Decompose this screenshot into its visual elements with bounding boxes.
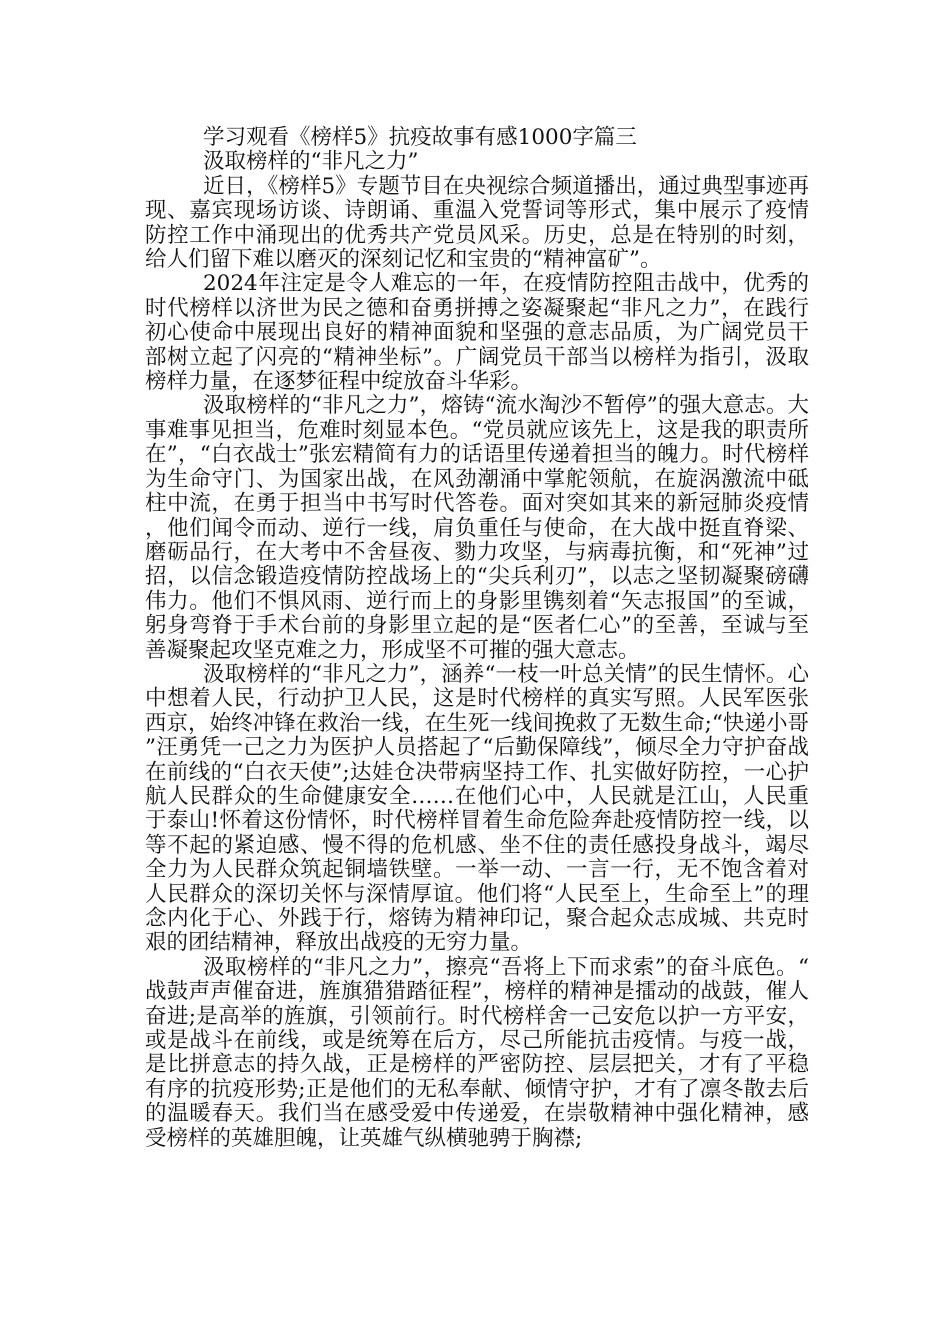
- document-title: 学习观看《榜样5》抗疫故事有感1000字篇三: [203, 125, 637, 150]
- paragraph-struggle: 汲取榜样的“非凡之力”，擦亮“吾将上下而求索”的奋斗底色。“战鼓声声催奋进，旌旗猎猎踏征程”，榜样的精神是擂动的战鼓，催人奋进;是高举的旌旗，引领前行。时代榜样舍一己安危以护一方平安，或是战斗在前线，或是统筹在后方，尽己所能抗击疫情。与疫一战，是比拼意志的持久战，正是榜样的严密防控、层层把关，才有了平稳有序的抗疫形势;正是他们的无私奉献、倾情守护，才有了凛冬散去后的温暖春天。我们当在感受爱中传递爱，在崇敬精神中强化精神，感受榜样的英雄胆魄，让英雄气纵横驰骋于胸襟;: [145, 954, 809, 1151]
- paragraph-2024: 2024年注定是令人难忘的一年，在疫情防控阻击战中，优秀的时代榜样以济世为民之德和奋勇拼搏之姿凝聚起“非凡之力”，在践行初心使命中展现出良好的精神面貌和坚强的意志品质，为广阔党员干部树立起了闪亮的“精神坐标”。广阔党员干部当以榜样为指引，汲取榜样力量，在逐梦征程中绽放奋斗华彩。: [145, 271, 809, 395]
- document-subtitle: 汲取榜样的“非凡之力”: [203, 149, 419, 175]
- paragraph-will: 汲取榜样的“非凡之力”，熔铸“流水淘沙不暂停”的强大意志。大事难事见担当，危难时刻显本色。“党员就应该先上，这是我的职责所在”，“白衣战士”张宏精简有力的话语里传递着担当的魄力。时代榜样为生命守门、为国家出战，在风劲潮涌中掌舵领航，在旋涡激流中砥柱中流，在勇于担当中书写时代答卷。面对突如其来的新冠肺炎疫情，他们闻令而动、逆行一线，肩负重任与使命，在大战中挺直脊梁、磨砺品行，在大考中不舍昼夜、勠力攻坚，与病毒抗衡，和“死神”过招，以信念锻造疫情防控战场上的“尖兵利刃”，以志之坚韧凝聚磅礴伟力。他们不惧风雨、逆行而上的身影里镌刻着“矢志报国”的至诚，躬身弯脊于手术台前的身影里立起的是“医者仁心”的至善，至诚与至善凝聚起攻坚克难之力，形成坚不可摧的强大意志。: [145, 393, 809, 663]
- document-page: [145, 126, 809, 1151]
- paragraph-people: 汲取榜样的“非凡之力”，涵养“一枝一叶总关情”的民生情怀。心中想着人民，行动护卫人民，这是时代榜样的真实写照。人民军医张西京，始终冲锋在救治一线，在生死一线间挽救了无数生命;“快递小哥”汪勇凭一己之力为医护人员搭起了“后勤保障线”，倾尽全力守护奋战在前线的“白衣天使”;达娃仓决带病坚持工作、扎实做好防控，一心护航人民群众的生命健康安全……在他们心中，人民就是江山，人民重于泰山!怀着这份情怀，时代榜样冒着生命危险奔赴疫情防控一线，以等不起的紧迫感、慢不得的危机感、坐不住的责任感投身战斗，竭尽全力为人民群众筑起铜墙铁壁。一举一动、一言一行，无不饱含着对人民群众的深切关怀与深情厚谊。他们将“人民至上，生命至上”的理念内化于心、外践于行，熔铸为精神印记，聚合起众志成城、共克时艰的团结精神，释放出战疫的无穷力量。: [145, 661, 809, 956]
- paragraph-intro: 近日，《榜样5》专题节目在央视综合频道播出，通过典型事迹再现、嘉宾现场访谈、诗朗诵、重温入党誓词等形式，集中展示了疫情防控工作中涌现出的优秀共产党员风采。历史，总是在特别的时刻，给人们留下难以磨灭的深刻记忆和宝贵的“精神富矿”。: [145, 173, 809, 273]
